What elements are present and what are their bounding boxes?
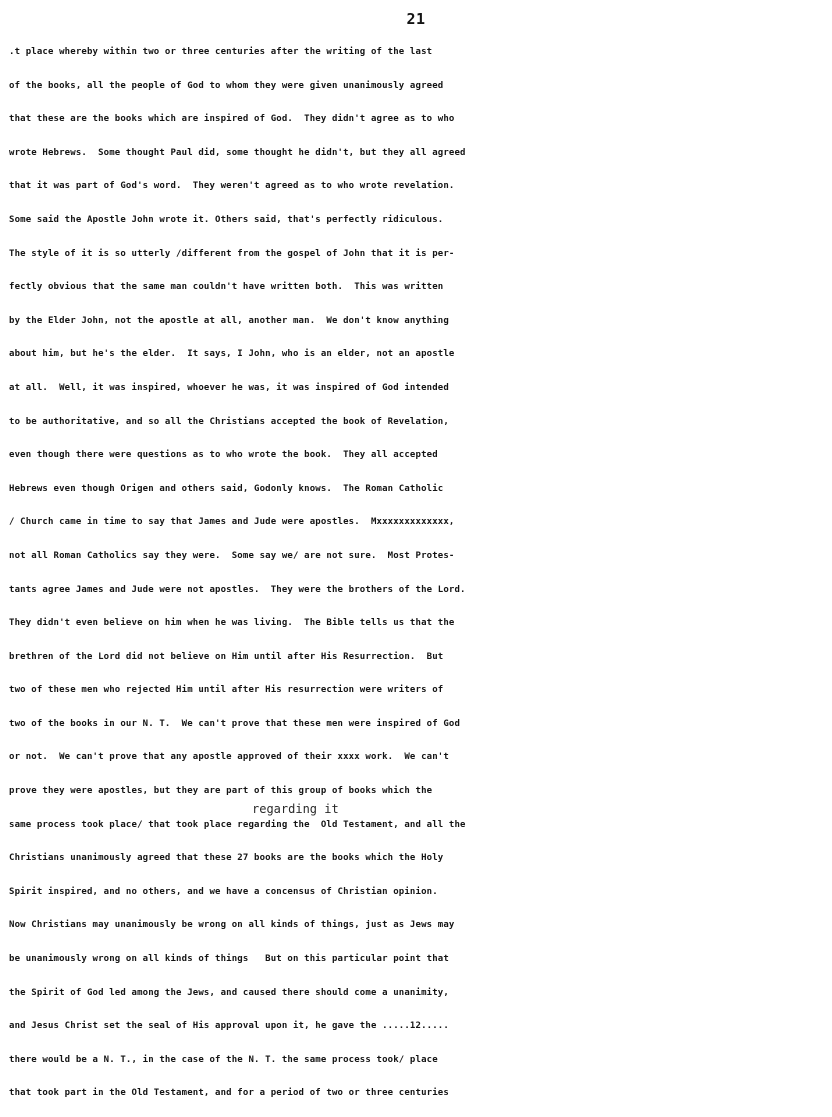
- text-line: same process took place/ that took place regarding the Old Testament, and all the: [9, 819, 466, 830]
- text-line: prove they were apostles, but they are part of this group of books which the: [9, 786, 433, 797]
- text-line: Some said the Apostle John wrote it. Others said, that's perfectly ridiculous.: [9, 214, 444, 225]
- text-line: the Spirit of God led among the Jews, and caused there should come a unanimity,: [9, 987, 449, 998]
- text-line: .t place whereby within two or three centuries after the writing of the last: [9, 47, 433, 57]
- page-number: 21: [406, 10, 426, 28]
- text-line: two of the books in our N. T. We can't prove that these men were inspired of God: [9, 718, 461, 729]
- text-line: that took part in the Old Testament, and for a period of two or three centuries: [9, 1088, 449, 1099]
- text-line: about him, but he's the elder. It says, I John, who is an elder, not an apostle: [9, 349, 455, 360]
- text-line: at all. Well, it was inspired, whoever he was, it was inspired of God intended: [9, 382, 449, 393]
- text-line: They didn't even believe on him when he was living. The Bible tells us that the: [9, 618, 455, 629]
- text-line: Spirit inspired, and no others, and we have a concensus of Christian opinion.: [9, 886, 438, 897]
- text-line: or not. We can't prove that any apostle approved of their xxxx work. We can't: [9, 752, 449, 763]
- text-line: be unanimously wrong on all kinds of things But on this particular point that: [9, 954, 449, 965]
- text-line: by the Elder John, not the apostle at all, another man. We don't know anything: [9, 315, 449, 326]
- text-line: Christians unanimously agreed that these 27 books are the books which the Holy: [9, 853, 444, 864]
- text-line: and Jesus Christ set the seal of His approval upon it, he gave the .....12.....: [9, 1021, 449, 1032]
- text-line: that these are the books which are inspired of God. They didn't agree as to who: [9, 114, 455, 125]
- body-text: [9, 42, 832, 1117]
- text-line: brethren of the Lord did not believe on Him until after His Resurrection. But: [9, 651, 444, 662]
- text-line: wrote Hebrews. Some thought Paul did, some thought he didn't, but they all agreed: [9, 147, 466, 158]
- text-line: of the books, all the people of God to whom they were given unanimously agreed: [9, 80, 444, 91]
- text-line: even though there were questions as to who wrote the book. They all accepted: [9, 450, 438, 461]
- text-line: not all Roman Catholics say they were. Some say we/ are not sure. Most Protes-: [9, 550, 455, 561]
- text-line: there would be a N. T., in the case of the N. T. the same process took/ place: [9, 1054, 438, 1065]
- text-line: that it was part of God's word. They weren't agreed as to who wrote revelation.: [9, 181, 455, 192]
- text-line: / Church came in time to say that James and Jude were apostles. Mxxxxxxxxxxxxx,: [9, 517, 455, 528]
- text-line: two of these men who rejected Him until after His resurrection were writers of: [9, 685, 444, 696]
- text-line: tants agree James and Jude were not apostles. They were the brothers of the Lord.: [9, 584, 466, 595]
- text-line: Hebrews even though Origen and others said, Godonly knows. The Roman Catholic: [9, 483, 444, 494]
- text-line: The style of it is so utterly /different from the gospel of John that it is per-: [9, 248, 455, 259]
- text-line: fectly obvious that the same man couldn't have written both. This was written: [9, 282, 444, 293]
- text-line: to be authoritative, and so all the Christians accepted the book of Revelation,: [9, 416, 449, 427]
- text-line: Now Christians may unanimously be wrong on all kinds of things, just as Jews may: [9, 920, 455, 931]
- interlinear-insertion: regarding it: [252, 802, 339, 816]
